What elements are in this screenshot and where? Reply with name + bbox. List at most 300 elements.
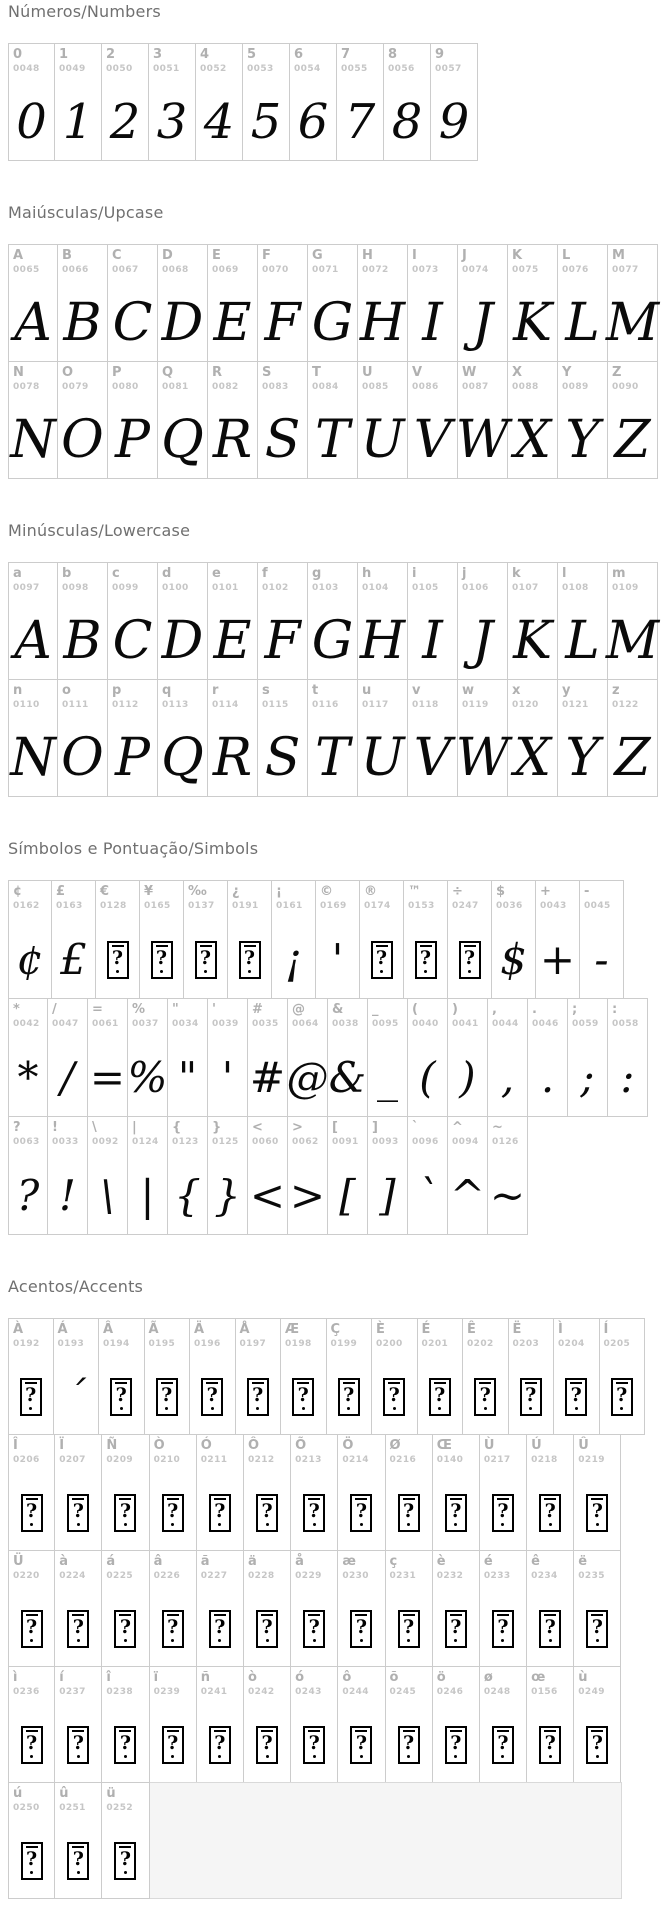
char-cell-header: [9, 999, 47, 1039]
char-cell: [527, 1666, 574, 1783]
glyph: ,: [500, 1052, 515, 1102]
glyph: $: [500, 934, 527, 984]
char-cell: [408, 361, 458, 479]
missing-glyph-dot: [484, 1407, 487, 1410]
char-code: 0103: [312, 583, 339, 593]
glyph-row: [8, 1666, 621, 1783]
char-cell-header: [128, 999, 167, 1039]
char-cell-header: [55, 1783, 101, 1823]
missing-glyph-question-mark: ?: [388, 1384, 400, 1406]
glyph-area: [316, 921, 359, 998]
char-cell-header: [58, 362, 107, 402]
glyph-area: [55, 1591, 101, 1666]
glyph: 4: [203, 94, 235, 150]
char-code: 0062: [292, 1137, 319, 1147]
char-code: 0210: [153, 1455, 181, 1465]
missing-glyph-box: [492, 1610, 514, 1648]
char-cell-header: [458, 680, 507, 720]
char-cell: [386, 1434, 433, 1551]
char-cell: [291, 1666, 338, 1783]
char-cell-header: [55, 1551, 101, 1591]
char-label: î: [106, 1670, 111, 1685]
char-code: 0047: [52, 1019, 79, 1029]
char-code: 0110: [13, 700, 40, 710]
char-code: 0036: [496, 901, 523, 911]
glyph-area: [455, 720, 510, 796]
char-code: 0206: [13, 1455, 40, 1465]
char-cell: [508, 361, 558, 479]
char-cell-header: [527, 1551, 573, 1591]
missing-glyph-question-mark: ?: [252, 1384, 264, 1406]
char-code: 0202: [467, 1339, 494, 1349]
char-cell-header: [243, 44, 289, 84]
missing-glyph-question-mark: ?: [343, 1384, 355, 1406]
glyph: I: [422, 611, 443, 671]
char-label: Ä: [194, 1322, 205, 1337]
glyph-area: [9, 1359, 53, 1434]
glyph-area: [600, 1359, 645, 1434]
missing-glyph-box: [107, 941, 129, 979]
glyph-area: [197, 1475, 243, 1550]
glyph-area: [55, 84, 101, 160]
char-cell-header: [408, 999, 447, 1039]
char-cell: [338, 1434, 385, 1551]
char-cell-header: [102, 1667, 148, 1707]
char-label: ø: [483, 1670, 493, 1685]
char-code: 0054: [294, 64, 321, 74]
glyph-area: [554, 1359, 599, 1434]
char-label: Æ: [285, 1322, 300, 1337]
glyph-area: [291, 1475, 337, 1550]
missing-glyph-question-mark: ?: [167, 1732, 179, 1754]
char-cell: [248, 998, 288, 1117]
char-cell: [236, 1318, 282, 1435]
missing-glyph-box: [586, 1494, 608, 1532]
char-cell: [408, 998, 448, 1117]
char-cell-header: [9, 563, 57, 603]
section-heading-uppercase: Maiúsculas/Upcase: [8, 203, 164, 222]
char-label: u: [362, 683, 372, 698]
char-code: 0231: [389, 1571, 417, 1581]
char-cell-header: [208, 563, 257, 603]
char-cell-header: [337, 44, 383, 84]
char-cell: [208, 244, 258, 362]
missing-glyph-dot: [171, 1523, 174, 1526]
glyph-area: [244, 1591, 290, 1666]
glyph-area: [248, 1039, 287, 1116]
char-cell: [8, 244, 58, 362]
section-heading-numbers: Números/Numbers: [8, 2, 161, 21]
char-label: ®: [364, 884, 377, 899]
char-code: 0061: [92, 1019, 119, 1029]
char-label: 7: [341, 47, 351, 62]
glyph: *: [17, 1052, 39, 1102]
char-cell-header: [338, 1667, 384, 1707]
glyph: N: [10, 410, 56, 470]
char-cell: [536, 880, 580, 999]
char-cell: [558, 361, 608, 479]
missing-glyph-box: [114, 1610, 136, 1648]
section-uppercase: [8, 203, 661, 479]
char-code: 0072: [362, 265, 389, 275]
char-cell-header: [258, 245, 307, 285]
char-cell: [197, 1550, 244, 1667]
char-label: Õ: [295, 1438, 307, 1453]
missing-glyph-dot: [160, 970, 163, 973]
char-label: m: [612, 566, 626, 581]
char-label: Ê: [467, 1322, 476, 1337]
char-cell: [408, 562, 458, 680]
missing-glyph-question-mark: ?: [591, 1732, 603, 1754]
char-cell-header: [558, 245, 607, 285]
char-code: 0038: [332, 1019, 359, 1029]
char-label: q: [162, 683, 172, 698]
glyph-area: [184, 921, 227, 998]
missing-glyph-dot: [393, 1407, 396, 1410]
char-cell-header: [102, 1783, 148, 1823]
char-cell: [52, 880, 96, 999]
char-label: G: [312, 248, 323, 263]
char-label: }: [212, 1120, 222, 1135]
char-code: 0051: [153, 64, 180, 74]
missing-glyph-box: [162, 1610, 184, 1648]
glyph-area: [102, 1591, 148, 1666]
char-code: 0123: [172, 1137, 199, 1147]
char-label: ù: [578, 1670, 588, 1685]
char-label: C: [112, 248, 122, 263]
char-cell: [433, 1666, 480, 1783]
glyph-area: [290, 84, 336, 160]
glyph-area: [145, 1359, 190, 1434]
missing-glyph-question-mark: ?: [72, 1732, 84, 1754]
char-cell-header: [368, 1117, 407, 1157]
missing-glyph-question-mark: ?: [206, 1384, 218, 1406]
char-cell: [102, 1782, 149, 1899]
glyph: (: [419, 1052, 436, 1102]
char-code: 0169: [320, 901, 347, 911]
char-label: K: [512, 248, 523, 263]
missing-glyph-box: [445, 1610, 467, 1648]
char-cell-header: [102, 44, 148, 84]
char-code: 0034: [172, 1019, 199, 1029]
char-code: 0242: [247, 1687, 275, 1697]
char-code: 0224: [59, 1571, 86, 1581]
glyph-area: [99, 1359, 144, 1434]
missing-glyph-question-mark: ?: [115, 1384, 127, 1406]
missing-glyph-box: [247, 1378, 269, 1416]
char-code: 0100: [162, 583, 189, 593]
char-label: û: [59, 1786, 69, 1801]
missing-glyph-dot: [454, 1639, 457, 1642]
glyph: U: [360, 410, 405, 470]
missing-glyph-box: [539, 1494, 561, 1532]
glyph-area: [488, 1157, 527, 1234]
char-cell: [108, 361, 158, 479]
char-cell: [208, 679, 258, 797]
char-cell-header: [108, 362, 157, 402]
char-cell: [605, 562, 660, 680]
char-cell-header: [9, 245, 57, 285]
glyph-area: [55, 1707, 101, 1782]
char-label: Û: [578, 1438, 589, 1453]
glyph-area: [58, 720, 107, 796]
char-cell-header: [308, 680, 357, 720]
missing-glyph-dot: [256, 1407, 259, 1410]
char-cell: [580, 880, 624, 999]
missing-glyph-dot: [438, 1407, 441, 1410]
char-label: 2: [106, 47, 116, 62]
glyph-area: [508, 720, 557, 796]
char-cell: [208, 1116, 248, 1235]
glyph-area: [488, 1039, 527, 1116]
glyph-area: [574, 1591, 620, 1666]
glyph: W: [455, 728, 510, 788]
char-label: é: [483, 1554, 493, 1569]
char-label: 3: [153, 47, 163, 62]
char-cell-header: [328, 999, 367, 1039]
char-cell: [608, 679, 658, 797]
missing-glyph-box: [539, 1610, 561, 1648]
glyph: F: [264, 611, 301, 671]
char-cell: [558, 562, 608, 680]
char-cell-header: [291, 1551, 337, 1591]
char-label: Ø: [389, 1438, 401, 1453]
char-cell-header: [508, 680, 557, 720]
char-code: 0245: [389, 1687, 417, 1697]
char-code: 0205: [603, 1339, 631, 1349]
char-cell-header: [408, 362, 457, 402]
char-label: B: [62, 248, 72, 263]
char-cell-header: [558, 362, 607, 402]
glyph-area: [9, 402, 57, 478]
char-code: 0197: [239, 1339, 267, 1349]
char-cell: [448, 1116, 488, 1235]
char-cell: [248, 1116, 288, 1235]
missing-glyph-question-mark: ?: [111, 947, 124, 969]
glyph-area: [433, 1475, 479, 1550]
char-label: Ü: [13, 1554, 24, 1569]
char-code: 0096: [412, 1137, 439, 1147]
char-code: 0194: [103, 1339, 130, 1349]
char-cell: [448, 880, 492, 999]
char-label: S: [262, 365, 272, 380]
char-cell-header: [258, 362, 307, 402]
char-cell-header: [574, 1551, 620, 1591]
char-cell: [54, 1318, 100, 1435]
glyph: ': [331, 934, 344, 984]
char-code: 0126: [492, 1137, 519, 1147]
char-code: 0120: [512, 700, 539, 710]
char-cell: [574, 1550, 621, 1667]
missing-glyph-box: [162, 1494, 184, 1532]
char-code: 0192: [13, 1339, 40, 1349]
missing-glyph-box: [586, 1726, 608, 1764]
char-cell: [149, 43, 196, 161]
glyph: 9: [438, 94, 470, 150]
char-label: ~: [492, 1120, 503, 1135]
char-cell-header: [527, 1435, 573, 1475]
glyph: A: [14, 293, 52, 353]
missing-glyph-question-mark: ?: [355, 1616, 367, 1638]
char-cell-header: [528, 999, 567, 1039]
glyph-area: [328, 1157, 367, 1234]
missing-glyph-question-mark: ?: [261, 1500, 273, 1522]
missing-glyph-dot: [77, 1755, 80, 1758]
glyph: .: [540, 1052, 555, 1102]
glyph-area: [208, 720, 257, 796]
missing-glyph-box: [459, 941, 481, 979]
char-label: ä: [247, 1554, 257, 1569]
char-code: 0108: [562, 583, 589, 593]
char-cell: [480, 1434, 527, 1551]
missing-glyph-dot: [549, 1755, 552, 1758]
char-label: s: [262, 683, 270, 698]
glyph-area: [448, 1039, 487, 1116]
char-label: *: [13, 1002, 20, 1017]
char-label: Ñ: [106, 1438, 118, 1453]
missing-glyph-box: [398, 1610, 420, 1648]
char-code: 0037: [132, 1019, 159, 1029]
char-cell-header: [358, 563, 407, 603]
char-cell-header: [448, 999, 487, 1039]
char-code: 0039: [212, 1019, 239, 1029]
missing-glyph-question-mark: ?: [497, 1616, 509, 1638]
missing-glyph-box: [492, 1726, 514, 1764]
missing-glyph-box: [114, 1726, 136, 1764]
char-cell-header: [509, 1319, 554, 1359]
glyph-area: [190, 1359, 235, 1434]
char-cell: [8, 1782, 55, 1899]
missing-glyph-question-mark: ?: [155, 947, 168, 969]
char-cell-header: [88, 1117, 127, 1157]
char-label: .: [532, 1002, 537, 1017]
char-cell-header: [197, 1551, 243, 1591]
glyph-area: [360, 921, 403, 998]
char-cell-header: [431, 44, 477, 84]
char-cell-header: [9, 44, 54, 84]
char-cell: [108, 562, 158, 680]
glyph-area: [9, 1157, 47, 1234]
char-cell-header: [580, 881, 623, 921]
char-cell: [574, 1666, 621, 1783]
char-label: p: [112, 683, 122, 698]
glyph: Y: [565, 728, 600, 788]
char-label: &: [332, 1002, 344, 1017]
char-code: 0041: [452, 1019, 479, 1029]
char-cell-header: [168, 1117, 207, 1157]
missing-glyph-dot: [596, 1639, 599, 1642]
glyph-area: [492, 921, 535, 998]
char-cell-header: [372, 1319, 417, 1359]
glyph-area: [358, 720, 407, 796]
missing-glyph-question-mark: ?: [214, 1732, 226, 1754]
missing-glyph-box: [110, 1378, 132, 1416]
glyph: C: [112, 293, 153, 353]
missing-glyph-dot: [218, 1523, 221, 1526]
missing-glyph-question-mark: ?: [544, 1732, 556, 1754]
missing-glyph-dot: [360, 1523, 363, 1526]
missing-glyph-dot: [77, 1523, 80, 1526]
missing-glyph-dot: [30, 1871, 33, 1874]
char-cell: [288, 1116, 328, 1235]
char-cell: [58, 562, 108, 680]
char-code: 0109: [612, 583, 639, 593]
missing-glyph-question-mark: ?: [525, 1384, 537, 1406]
char-label: @: [292, 1002, 305, 1017]
char-cell-header: [554, 1319, 599, 1359]
glyph-area: [244, 1475, 290, 1550]
glyph: T: [315, 410, 350, 470]
char-code: 0056: [388, 64, 415, 74]
glyph-area: [558, 285, 607, 361]
char-code: 0236: [13, 1687, 40, 1697]
char-code: 0111: [62, 700, 89, 710]
char-code: 0247: [452, 901, 479, 911]
char-cell-header: [480, 1551, 526, 1591]
char-cell-header: [258, 563, 307, 603]
glyph-area: [54, 1359, 99, 1434]
char-cell-header: [149, 44, 195, 84]
missing-glyph-dot: [454, 1523, 457, 1526]
char-label: x: [512, 683, 521, 698]
glyph: 7: [344, 94, 376, 150]
glyph: ¡: [285, 934, 302, 984]
missing-glyph-box: [67, 1726, 89, 1764]
glyph: £: [60, 934, 87, 984]
glyph: H: [359, 293, 406, 353]
char-cell-header: [536, 881, 579, 921]
char-code: 0067: [112, 265, 139, 275]
char-cell-header: [208, 999, 247, 1039]
missing-glyph-box: [350, 1494, 372, 1532]
char-label: z: [612, 683, 620, 698]
glyph-row: [8, 1318, 645, 1435]
char-cell: [8, 1434, 55, 1551]
glyph: P: [115, 410, 150, 470]
missing-glyph-question-mark: ?: [119, 1500, 132, 1522]
char-cell-header: [408, 563, 457, 603]
glyph: S: [264, 410, 301, 470]
char-code: 0106: [462, 583, 489, 593]
glyph: !: [59, 1170, 76, 1220]
glyph: _: [377, 1052, 398, 1102]
char-cell-header: [150, 1551, 196, 1591]
char-cell: [433, 1550, 480, 1667]
glyph-row: [8, 1434, 621, 1551]
char-cell-header: [458, 362, 507, 402]
char-cell-header: [608, 999, 647, 1039]
glyph-area: [9, 285, 57, 361]
char-cell: [102, 1666, 149, 1783]
char-cell: [527, 1550, 574, 1667]
char-code: 0090: [612, 382, 639, 392]
char-label: [: [332, 1120, 338, 1135]
char-cell-header: [197, 1435, 243, 1475]
char-label: 6: [294, 47, 304, 62]
missing-glyph-question-mark: ?: [72, 1500, 84, 1522]
char-cell-header: [608, 245, 657, 285]
char-cell: [8, 1550, 55, 1667]
glyph-area: [368, 1039, 407, 1116]
missing-glyph-dot: [407, 1755, 410, 1758]
char-code: 0116: [312, 700, 339, 710]
glyph: P: [115, 728, 150, 788]
char-cell: [8, 1116, 48, 1235]
glyph: :: [620, 1052, 635, 1102]
glyph: M: [605, 293, 660, 353]
char-cell-header: [386, 1551, 432, 1591]
glyph-area: [58, 603, 107, 679]
